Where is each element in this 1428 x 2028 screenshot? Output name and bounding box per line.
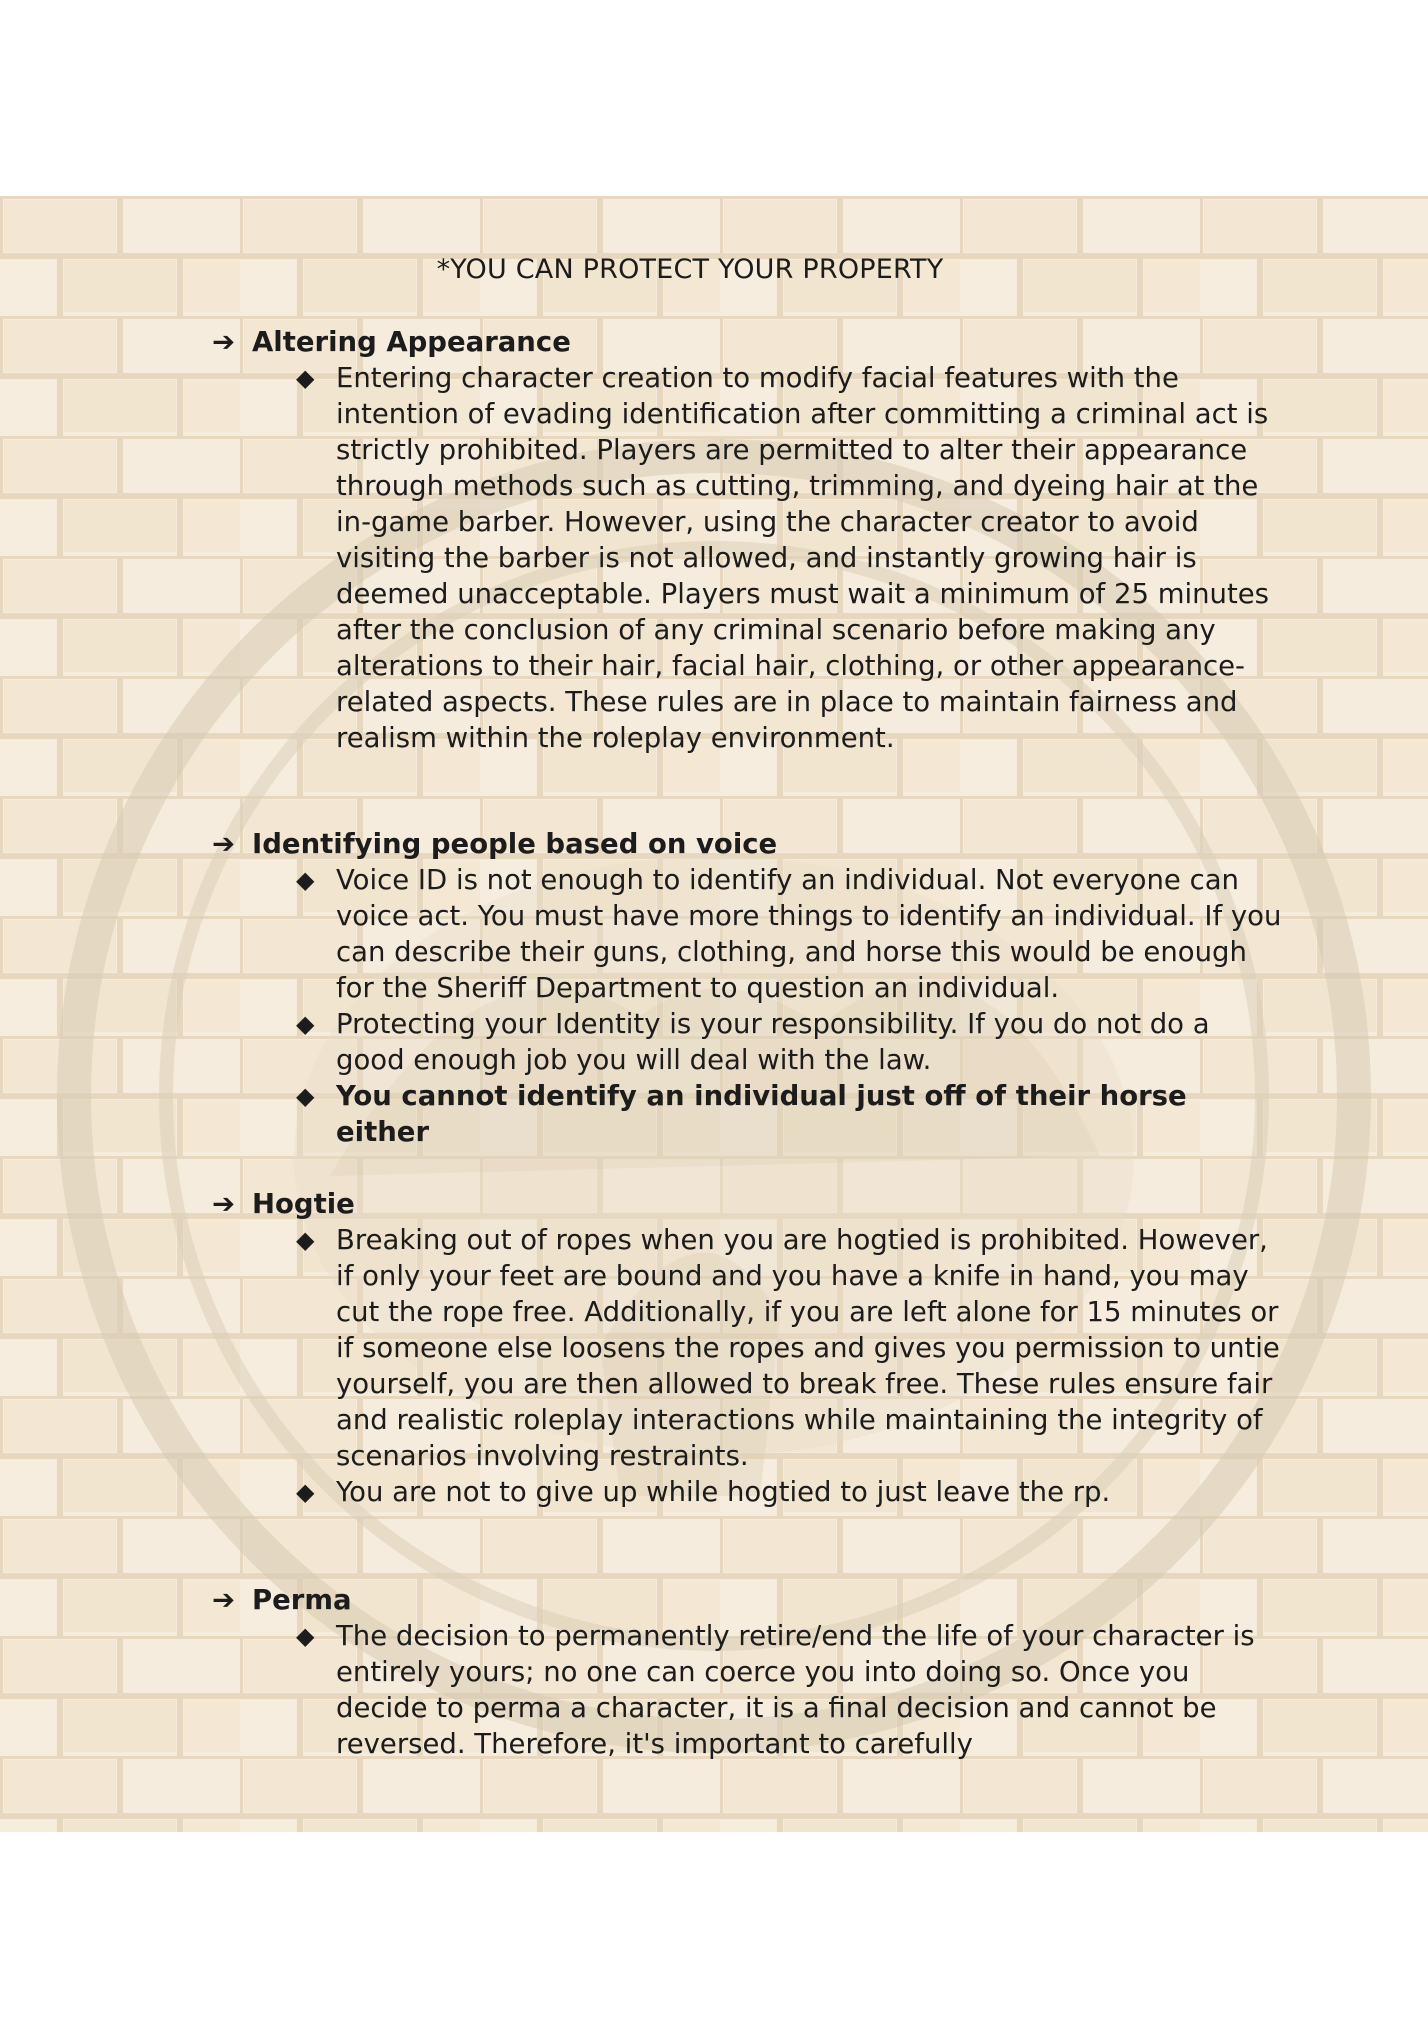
list-item	[296, 1078, 1284, 1150]
property-note: *YOU CAN PROTECT YOUR PROPERTY	[436, 254, 944, 285]
diamond-bullet-icon: ◆	[296, 1082, 315, 1110]
arrow-right-icon: ➔	[212, 828, 236, 860]
bullet-text: The decision to permanently retire/end the life of your character is entirely yours; no one can coerce you into doing so. Once you decide to perma a character, it is a final decision and cannot be reversed. Therefore, it's important to carefully	[336, 1620, 1255, 1760]
list-item	[296, 360, 1284, 756]
bullet-text: Protecting your Identity is your responsibility. If you do not do a good enough job you will deal with the law.	[336, 1008, 1210, 1076]
bullet-text: Breaking out of ropes when you are hogtied is prohibited. However, if only your feet are bound and you have a knife in hand, you may cut the rope free. Additionally, if you are left alone for 15 minutes or if someone else loosens the ropes and gives you permission to untie yourself, you are then allowed to break free. These rules ensure fair and realistic roleplay interactions while maintaining the integrity of scenarios involving restraints.	[336, 1224, 1280, 1472]
section-title: Identifying people based on voice	[252, 828, 778, 860]
section-title: Perma	[252, 1584, 352, 1616]
section-hogtie	[212, 1186, 1312, 1510]
section-title: Altering Appearance	[252, 326, 571, 358]
arrow-right-icon: ➔	[212, 1584, 236, 1616]
list-item	[296, 1006, 1284, 1078]
diamond-bullet-icon: ◆	[296, 1478, 315, 1506]
list-item	[296, 862, 1284, 1006]
bullet-text: Entering character creation to modify facial features with the intention of evading identification after committing a criminal act is strictly prohibited. Players are permitted to alter their appearance through methods such as cutting, trimming, and dyeing hair at the in-game barber. However, using the character creator to avoid visiting the barber is not allowed, and instantly growing hair is deemed unacceptable. Players must wait a minimum of 25 minutes after the conclusion of any criminal scenario before making any alterations to their hair, facial hair, clothing, or other appearance-related aspects. These rules are in place to maintain fairness and realism within the roleplay environment.	[336, 362, 1270, 754]
list-item	[296, 1222, 1284, 1474]
section-perma	[212, 1582, 1312, 1762]
list-item	[296, 1474, 1284, 1510]
diamond-bullet-icon: ◆	[296, 866, 315, 894]
bullet-list	[212, 360, 1312, 756]
diamond-bullet-icon: ◆	[296, 364, 315, 392]
bullet-text-bold: You cannot identify an individual just off of their horse either	[336, 1080, 1187, 1148]
diamond-bullet-icon: ◆	[296, 1622, 315, 1650]
section-heading	[212, 1186, 1312, 1222]
section-title: Hogtie	[252, 1188, 355, 1220]
section-heading	[212, 826, 1312, 862]
bullet-text: You are not to give up while hogtied to just leave the rp.	[336, 1476, 1111, 1508]
section-heading	[212, 324, 1312, 360]
diamond-bullet-icon: ◆	[296, 1010, 315, 1038]
section-heading	[212, 1582, 1312, 1618]
section-altering-appearance	[212, 324, 1312, 756]
bullet-list	[212, 862, 1312, 1150]
arrow-right-icon: ➔	[212, 1188, 236, 1220]
bullet-list	[212, 1618, 1312, 1762]
bullet-list	[212, 1222, 1312, 1510]
bullet-text: Voice ID is not enough to identify an individual. Not everyone can voice act. You must have more things to identify an individual. If you can describe their guns, clothing, and horse this would be enough for the Sheriff Department to question an individual.	[336, 864, 1282, 1004]
section-identifying-voice	[212, 826, 1312, 1150]
list-item	[296, 1618, 1284, 1762]
diamond-bullet-icon: ◆	[296, 1226, 315, 1254]
arrow-right-icon: ➔	[212, 326, 236, 358]
